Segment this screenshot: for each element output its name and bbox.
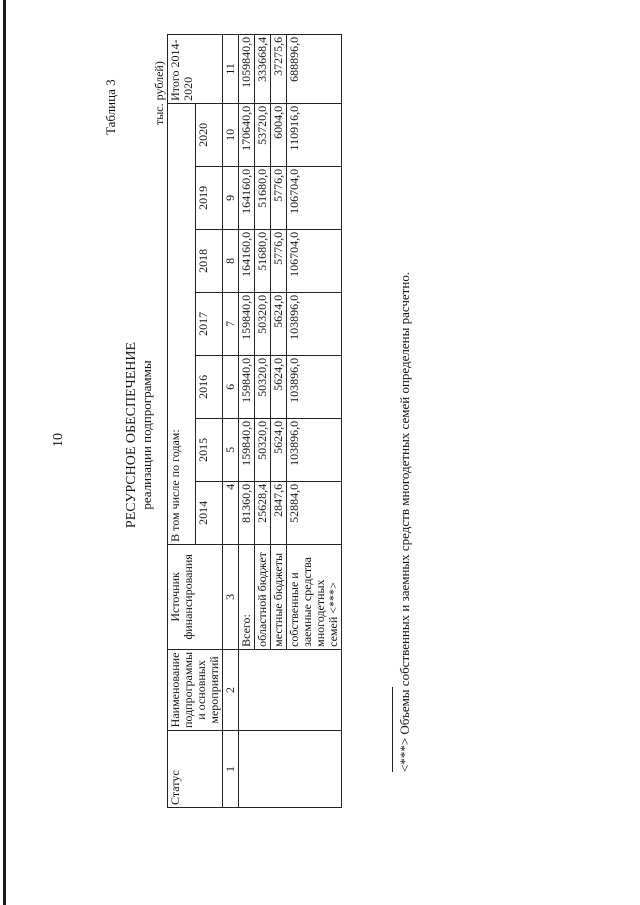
- document-title: [124, 285, 154, 585]
- header-by-years: В том числе по годам:: [168, 103, 196, 544]
- column-number: 2: [223, 649, 239, 730]
- column-number: 7: [223, 292, 239, 355]
- value-cell: 6004,0: [271, 103, 287, 166]
- value-cell: 5624,0: [271, 418, 287, 481]
- source-cell: областной бюджет: [255, 544, 271, 649]
- footnote: <***> Объемы собственных и заемных средств многодетных семей определены расчетно.: [397, 271, 412, 772]
- value-cell: 159840,0: [239, 418, 255, 481]
- header-name: Наименование подпрограммы и основных мероприятий: [168, 649, 223, 730]
- value-cell: 164160,0: [239, 166, 255, 229]
- source-cell: местные бюджеты: [271, 544, 287, 649]
- units-label: тыс. рублей): [152, 61, 166, 125]
- value-cell: 5776,0: [271, 229, 287, 292]
- column-number: 4: [223, 481, 239, 544]
- value-cell: 25628,4: [255, 481, 271, 544]
- status-cell: [239, 731, 342, 808]
- table-row: [239, 34, 255, 807]
- value-cell: 50320,0: [255, 418, 271, 481]
- value-cell: 50320,0: [255, 355, 271, 418]
- total-cell: 688896,0: [287, 34, 342, 103]
- value-cell: 5776,0: [271, 166, 287, 229]
- value-cell: 2847,6: [271, 481, 287, 544]
- title-main: РЕСУРСНОЕ ОБЕСПЕЧЕНИЕ: [124, 341, 139, 529]
- column-number: 9: [223, 166, 239, 229]
- resource-table: [167, 34, 342, 808]
- header-year: 2016: [195, 355, 223, 418]
- value-cell: 110916,0: [287, 103, 342, 166]
- column-number: 10: [223, 103, 239, 166]
- column-number: 1: [223, 731, 239, 808]
- header-status: Статус: [168, 731, 223, 808]
- value-cell: 103896,0: [287, 292, 342, 355]
- value-cell: 106704,0: [287, 229, 342, 292]
- column-number: 5: [223, 418, 239, 481]
- source-cell: собственные и заемные средства многодетных семей <***>: [287, 544, 342, 649]
- value-cell: 51680,0: [255, 229, 271, 292]
- value-cell: 53720,0: [255, 103, 271, 166]
- header-year: 2019: [195, 166, 223, 229]
- value-cell: 170640,0: [239, 103, 255, 166]
- header-year: 2015: [195, 418, 223, 481]
- value-cell: 81360,0: [239, 481, 255, 544]
- total-cell: 333668,4: [255, 34, 271, 103]
- value-cell: 5624,0: [271, 292, 287, 355]
- column-number: 6: [223, 355, 239, 418]
- value-cell: 106704,0: [287, 166, 342, 229]
- value-cell: 159840,0: [239, 355, 255, 418]
- value-cell: 103896,0: [287, 418, 342, 481]
- value-cell: 52884,0: [287, 481, 342, 544]
- header-year: 2018: [195, 229, 223, 292]
- value-cell: 5624,0: [271, 355, 287, 418]
- value-cell: 103896,0: [287, 355, 342, 418]
- value-cell: 50320,0: [255, 292, 271, 355]
- source-cell: Всего:: [239, 544, 255, 649]
- page-number: 10: [51, 433, 66, 447]
- header-year: 2014: [195, 481, 223, 544]
- column-numbers-row: [223, 34, 239, 807]
- header-total: Итого 2014-2020: [168, 34, 223, 103]
- header-row: [168, 34, 196, 807]
- total-cell: 37275,6: [271, 34, 287, 103]
- total-cell: 1059840,0: [239, 34, 255, 103]
- name-cell: [239, 649, 342, 730]
- column-number: 8: [223, 229, 239, 292]
- value-cell: 164160,0: [239, 229, 255, 292]
- table-number: Таблица 3: [103, 79, 118, 135]
- column-number: 3: [223, 544, 239, 649]
- value-cell: 159840,0: [239, 292, 255, 355]
- footnote-divider: [392, 687, 393, 772]
- header-year: 2017: [195, 292, 223, 355]
- title-sub: реализации подпрограммы: [139, 360, 154, 510]
- column-number: 11: [223, 34, 239, 103]
- value-cell: 51680,0: [255, 166, 271, 229]
- header-year: 2020: [195, 103, 223, 166]
- header-source: Источник финансирования: [168, 544, 223, 649]
